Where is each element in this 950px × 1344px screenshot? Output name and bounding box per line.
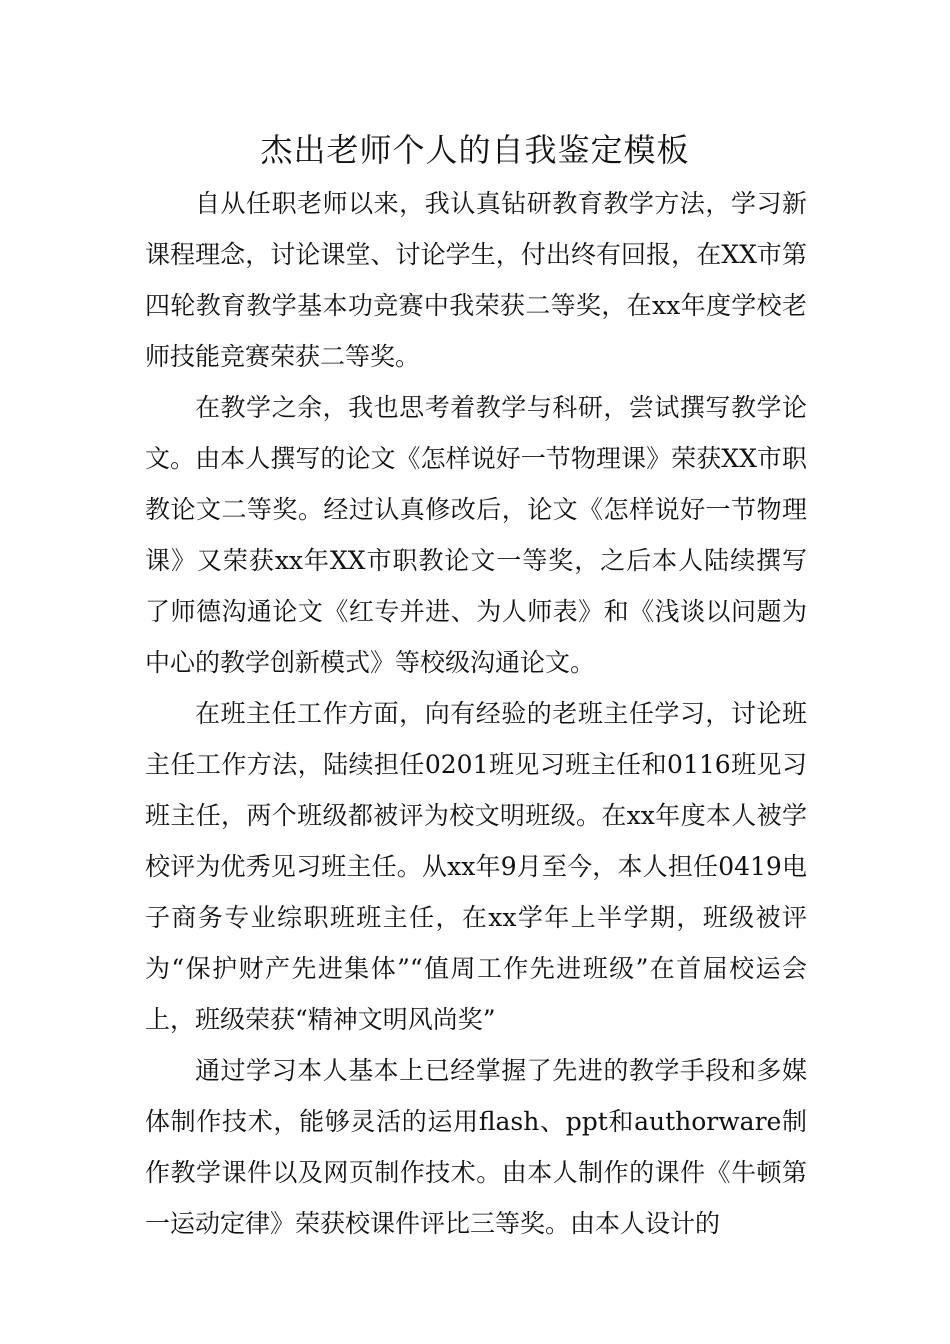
- paragraph-2: 在教学之余，我也思考着教学与科研，尝试撰写教学论文。由本人撰写的论文《怎样说好一节物理课》荣获XX市职教论文二等奖。经过认真修改后，论文《怎样说好一节物理课》又荣获xx年XX市职教论文一等奖，之后本人陆续撰写了师德沟通论文《红专并进、为人师表》和《浅谈以问题为中心的教学创新模式》等校级沟通论文。: [145, 393, 807, 677]
- paragraph-4: 通过学习本人基本上已经掌握了先进的教学手段和多媒体制作技术，能够灵活的运用flash、ppt和authorware制作教学课件以及网页制作技术。由本人制作的课件《牛顿第一运动定律》荣获校课件评比三等奖。由本人设计的: [145, 1056, 807, 1238]
- document-title: 杰出老师个人的自我鉴定模板: [260, 131, 690, 169]
- paragraph-3: 在班主任工作方面，向有经验的老班主任学习，讨论班主任工作方法，陆续担任0201班见习班主任和0116班见习班主任，两个班级都被评为校文明班级。在xx年度本人被学校评为优秀见习班主任。从xx年9月至今，本人担任0419电子商务专业综职班班主任，在xx学年上半学期，班级被评为“保护财产先进集体”“值周工作先进班级”在首届校运会上，班级荣获“精神文明风尚奖”: [145, 699, 807, 1034]
- document-body: [145, 178, 807, 1249]
- paragraph-1: 自从任职老师以来，我认真钻研教育教学方法，学习新课程理念，讨论课堂、讨论学生，付出终有回报，在XX市第四轮教育教学基本功竞赛中我荣获二等奖，在xx年度学校老师技能竞赛荣获二等奖。: [145, 189, 807, 371]
